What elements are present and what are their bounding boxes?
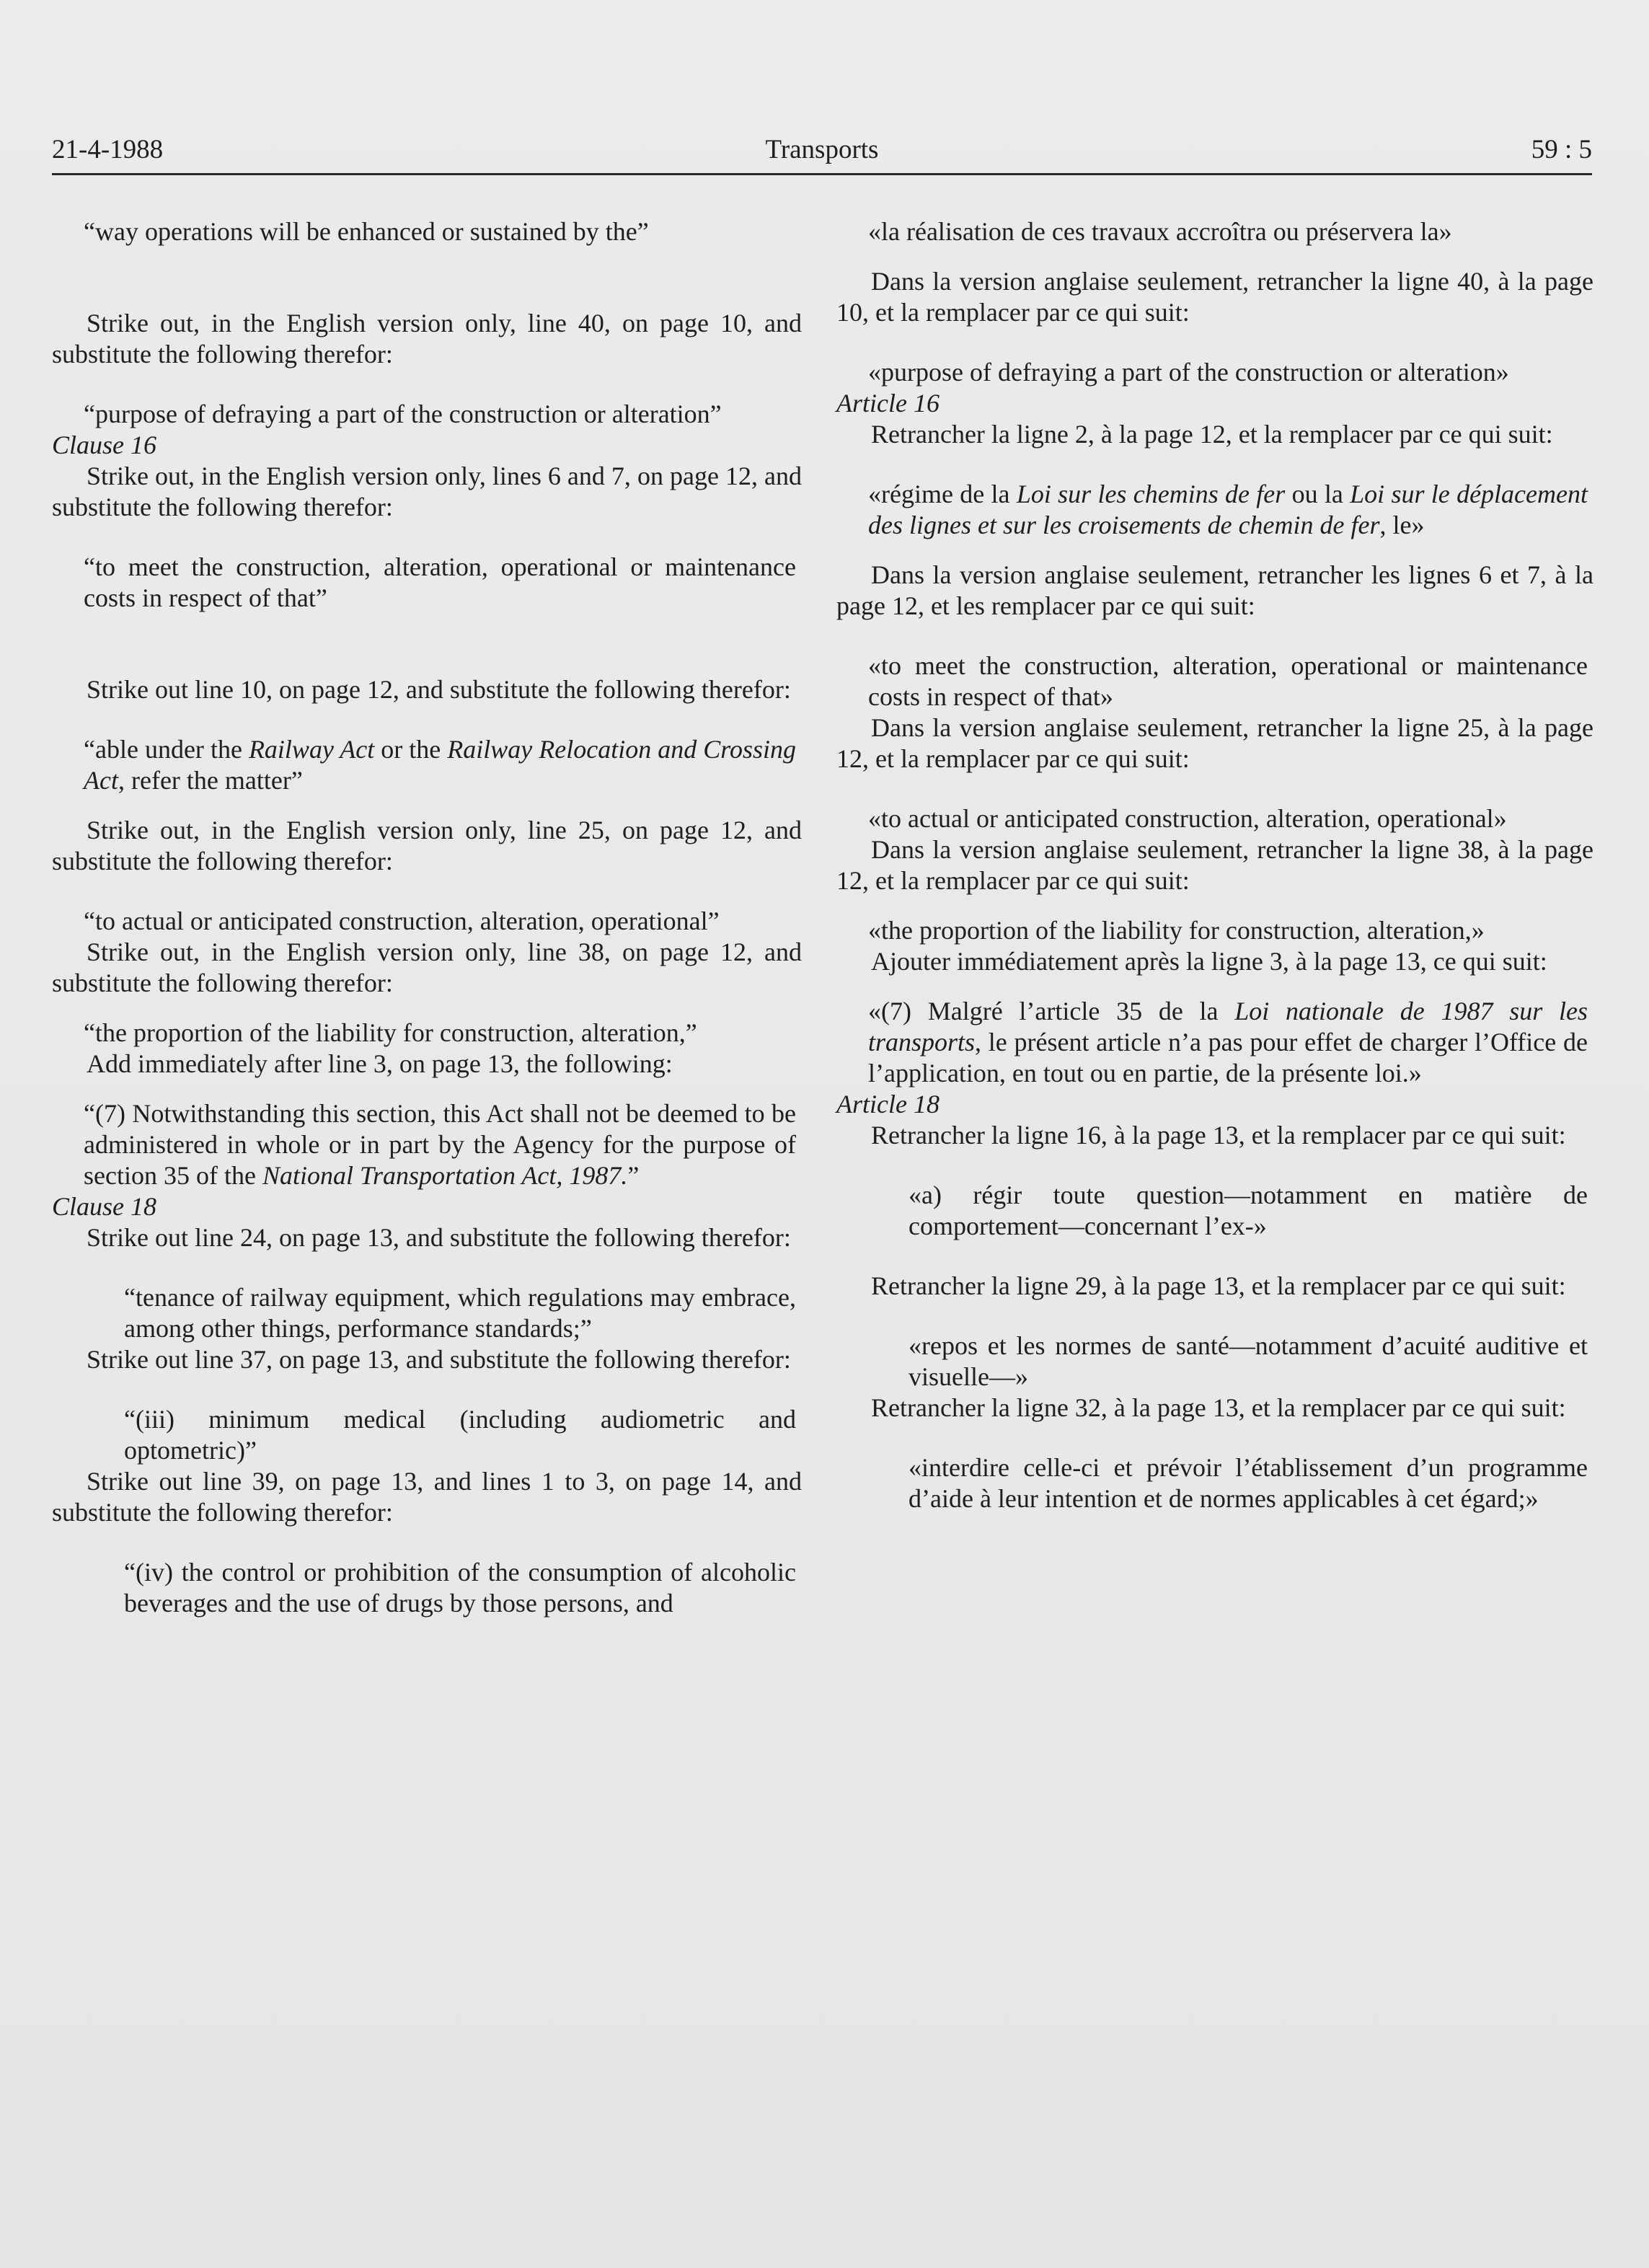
en-quote-4-act-2: Railway Relocation and Crossing Act xyxy=(84,735,796,795)
fr-instruction-7: Retrancher la ligne 16, à la page 13, et la remplacer par ce qui suit: xyxy=(871,1121,1566,1150)
fr-quote-1: «la réalisation de ces travaux accroîtra ou préservera la» xyxy=(868,217,1452,246)
en-clause-heading-16: Clause 16 xyxy=(52,431,157,459)
fr-quote-3-post: , le» xyxy=(1379,511,1425,539)
fr-article-heading-16: Article 16 xyxy=(836,389,940,418)
fr-quote-7-act: Loi nationale de 1987 sur les transports xyxy=(868,997,1588,1056)
fr-instruction-1: Dans la version anglaise seulement, retrancher la ligne 40, à la page 10, et la remplacer par ce qui suit: xyxy=(836,267,1593,327)
fr-quote-7-pre: «(7) Malgré l’article 35 de la xyxy=(868,997,1235,1025)
fr-quote-7-post: , le présent article n’a pas pour effet de charger l’Office de l’application, en tout ou en partie, de la présente loi.» xyxy=(868,1028,1588,1087)
en-quote-4-mid: or the xyxy=(374,735,448,764)
fr-quote-3-pre: «régime de la xyxy=(868,480,1017,508)
en-instruction-9: Strike out line 39, on page 13, and lines 1 to 3, on page 14, and substitute the following therefor: xyxy=(52,1467,802,1527)
en-instruction-4: Strike out, in the English version only, line 25, on page 12, and substitute the following therefor: xyxy=(52,816,802,875)
fr-quote-6: «the proportion of the liability for construction, alteration,» xyxy=(868,916,1485,945)
en-quote-1: “way operations will be enhanced or sustained by the” xyxy=(84,217,649,246)
fr-quote-2: «purpose of defraying a part of the construction or alteration» xyxy=(868,358,1509,387)
fr-instruction-4: Dans la version anglaise seulement, retrancher la ligne 25, à la page 12, et la remplacer par ce qui suit: xyxy=(836,713,1593,773)
en-quote-8: “tenance of railway equipment, which regulations may embrace, among other things, performance standards;” xyxy=(124,1283,796,1343)
fr-quote-3-mid: ou la xyxy=(1285,480,1350,508)
en-quote-7-post: ” xyxy=(627,1161,640,1190)
en-quote-6: “the proportion of the liability for construction, alteration,” xyxy=(84,1018,697,1047)
en-quote-7-act: National Transportation Act, 1987. xyxy=(262,1161,628,1190)
en-quote-4-pre: “able under the xyxy=(84,735,249,764)
en-quote-3: “to meet the construction, alteration, operational or maintenance costs in respect of that” xyxy=(84,552,796,612)
en-quote-7-pre: “(7) Notwithstanding this section, this Act shall not be deemed to be administered in whole or in part by the Agency for the purpose of section 35 of the xyxy=(84,1099,796,1190)
fr-quote-7 xyxy=(836,996,1593,1089)
fr-quote-3 xyxy=(836,479,1593,541)
english-column xyxy=(52,216,802,1619)
header-page-number: 59 : 5 xyxy=(1531,135,1592,164)
fr-instruction-8: Retrancher la ligne 29, à la page 13, et la remplacer par ce qui suit: xyxy=(871,1271,1566,1300)
en-instruction-6: Add immediately after line 3, on page 13, the following: xyxy=(87,1049,673,1078)
fr-instruction-9: Retrancher la ligne 32, à la page 13, et la remplacer par ce qui suit: xyxy=(871,1393,1566,1422)
french-column xyxy=(836,216,1593,1514)
fr-quote-4: «to meet the construction, alteration, operational or maintenance costs in respect of that» xyxy=(868,651,1588,711)
fr-quote-3-act-1: Loi sur les chemins de fer xyxy=(1016,480,1286,508)
en-quote-5: “to actual or anticipated construction, alteration, operational” xyxy=(84,906,720,935)
en-instruction-8: Strike out line 37, on page 13, and substitute the following therefor: xyxy=(87,1345,791,1374)
header-title: Transports xyxy=(765,135,879,164)
running-header xyxy=(52,130,1592,175)
en-quote-10: “(iv) the control or prohibition of the consumption of alcoholic beverages and the use of drugs by those persons, and xyxy=(124,1558,796,1618)
fr-quote-8: «a) régir toute question—notamment en matière de comportement—concernant l’ex-» xyxy=(909,1181,1588,1240)
fr-instruction-3: Dans la version anglaise seulement, retrancher les lignes 6 et 7, à la page 12, et les remplacer par ce qui suit: xyxy=(836,560,1593,620)
en-quote-4 xyxy=(52,734,802,796)
en-quote-9: “(iii) minimum medical (including audiometric and optometric)” xyxy=(124,1405,796,1465)
fr-quote-9: «repos et les normes de santé—notamment d’acuité auditive et visuelle—» xyxy=(909,1331,1588,1391)
en-quote-2: “purpose of defraying a part of the construction or alteration” xyxy=(84,400,722,428)
fr-instruction-6: Ajouter immédiatement après la ligne 3, à la page 13, ce qui suit: xyxy=(871,947,1547,976)
en-instruction-5: Strike out, in the English version only, line 38, on page 12, and substitute the following therefor: xyxy=(52,937,802,997)
fr-quote-10: «interdire celle-ci et prévoir l’établissement d’un programme d’aide à leur intention et de normes applicables à cet égard;» xyxy=(909,1453,1588,1513)
fr-quote-3-act-2: Loi sur le déplacement des lignes et sur les croisements de chemin de fer xyxy=(868,480,1588,539)
fr-instruction-5: Dans la version anglaise seulement, retrancher la ligne 38, à la page 12, et la remplacer par ce qui suit: xyxy=(836,835,1593,895)
en-quote-7 xyxy=(52,1098,802,1191)
fr-article-heading-18: Article 18 xyxy=(836,1090,940,1118)
header-date: 21-4-1988 xyxy=(52,135,164,164)
en-quote-4-act-1: Railway Act xyxy=(248,735,375,764)
en-clause-heading-18: Clause 18 xyxy=(52,1192,157,1221)
en-instruction-7: Strike out line 24, on page 13, and substitute the following therefor: xyxy=(87,1223,791,1252)
en-instruction-2: Strike out, in the English version only, lines 6 and 7, on page 12, and substitute the following therefor: xyxy=(52,462,802,521)
fr-quote-5: «to actual or anticipated construction, alteration, operational» xyxy=(868,804,1507,833)
en-quote-4-post: , refer the matter” xyxy=(118,766,303,795)
en-instruction-3: Strike out line 10, on page 12, and substitute the following therefor: xyxy=(87,675,791,704)
en-instruction-1: Strike out, in the English version only, line 40, on page 10, and substitute the following therefor: xyxy=(52,309,802,369)
fr-instruction-2: Retrancher la ligne 2, à la page 12, et la remplacer par ce qui suit: xyxy=(871,420,1553,449)
